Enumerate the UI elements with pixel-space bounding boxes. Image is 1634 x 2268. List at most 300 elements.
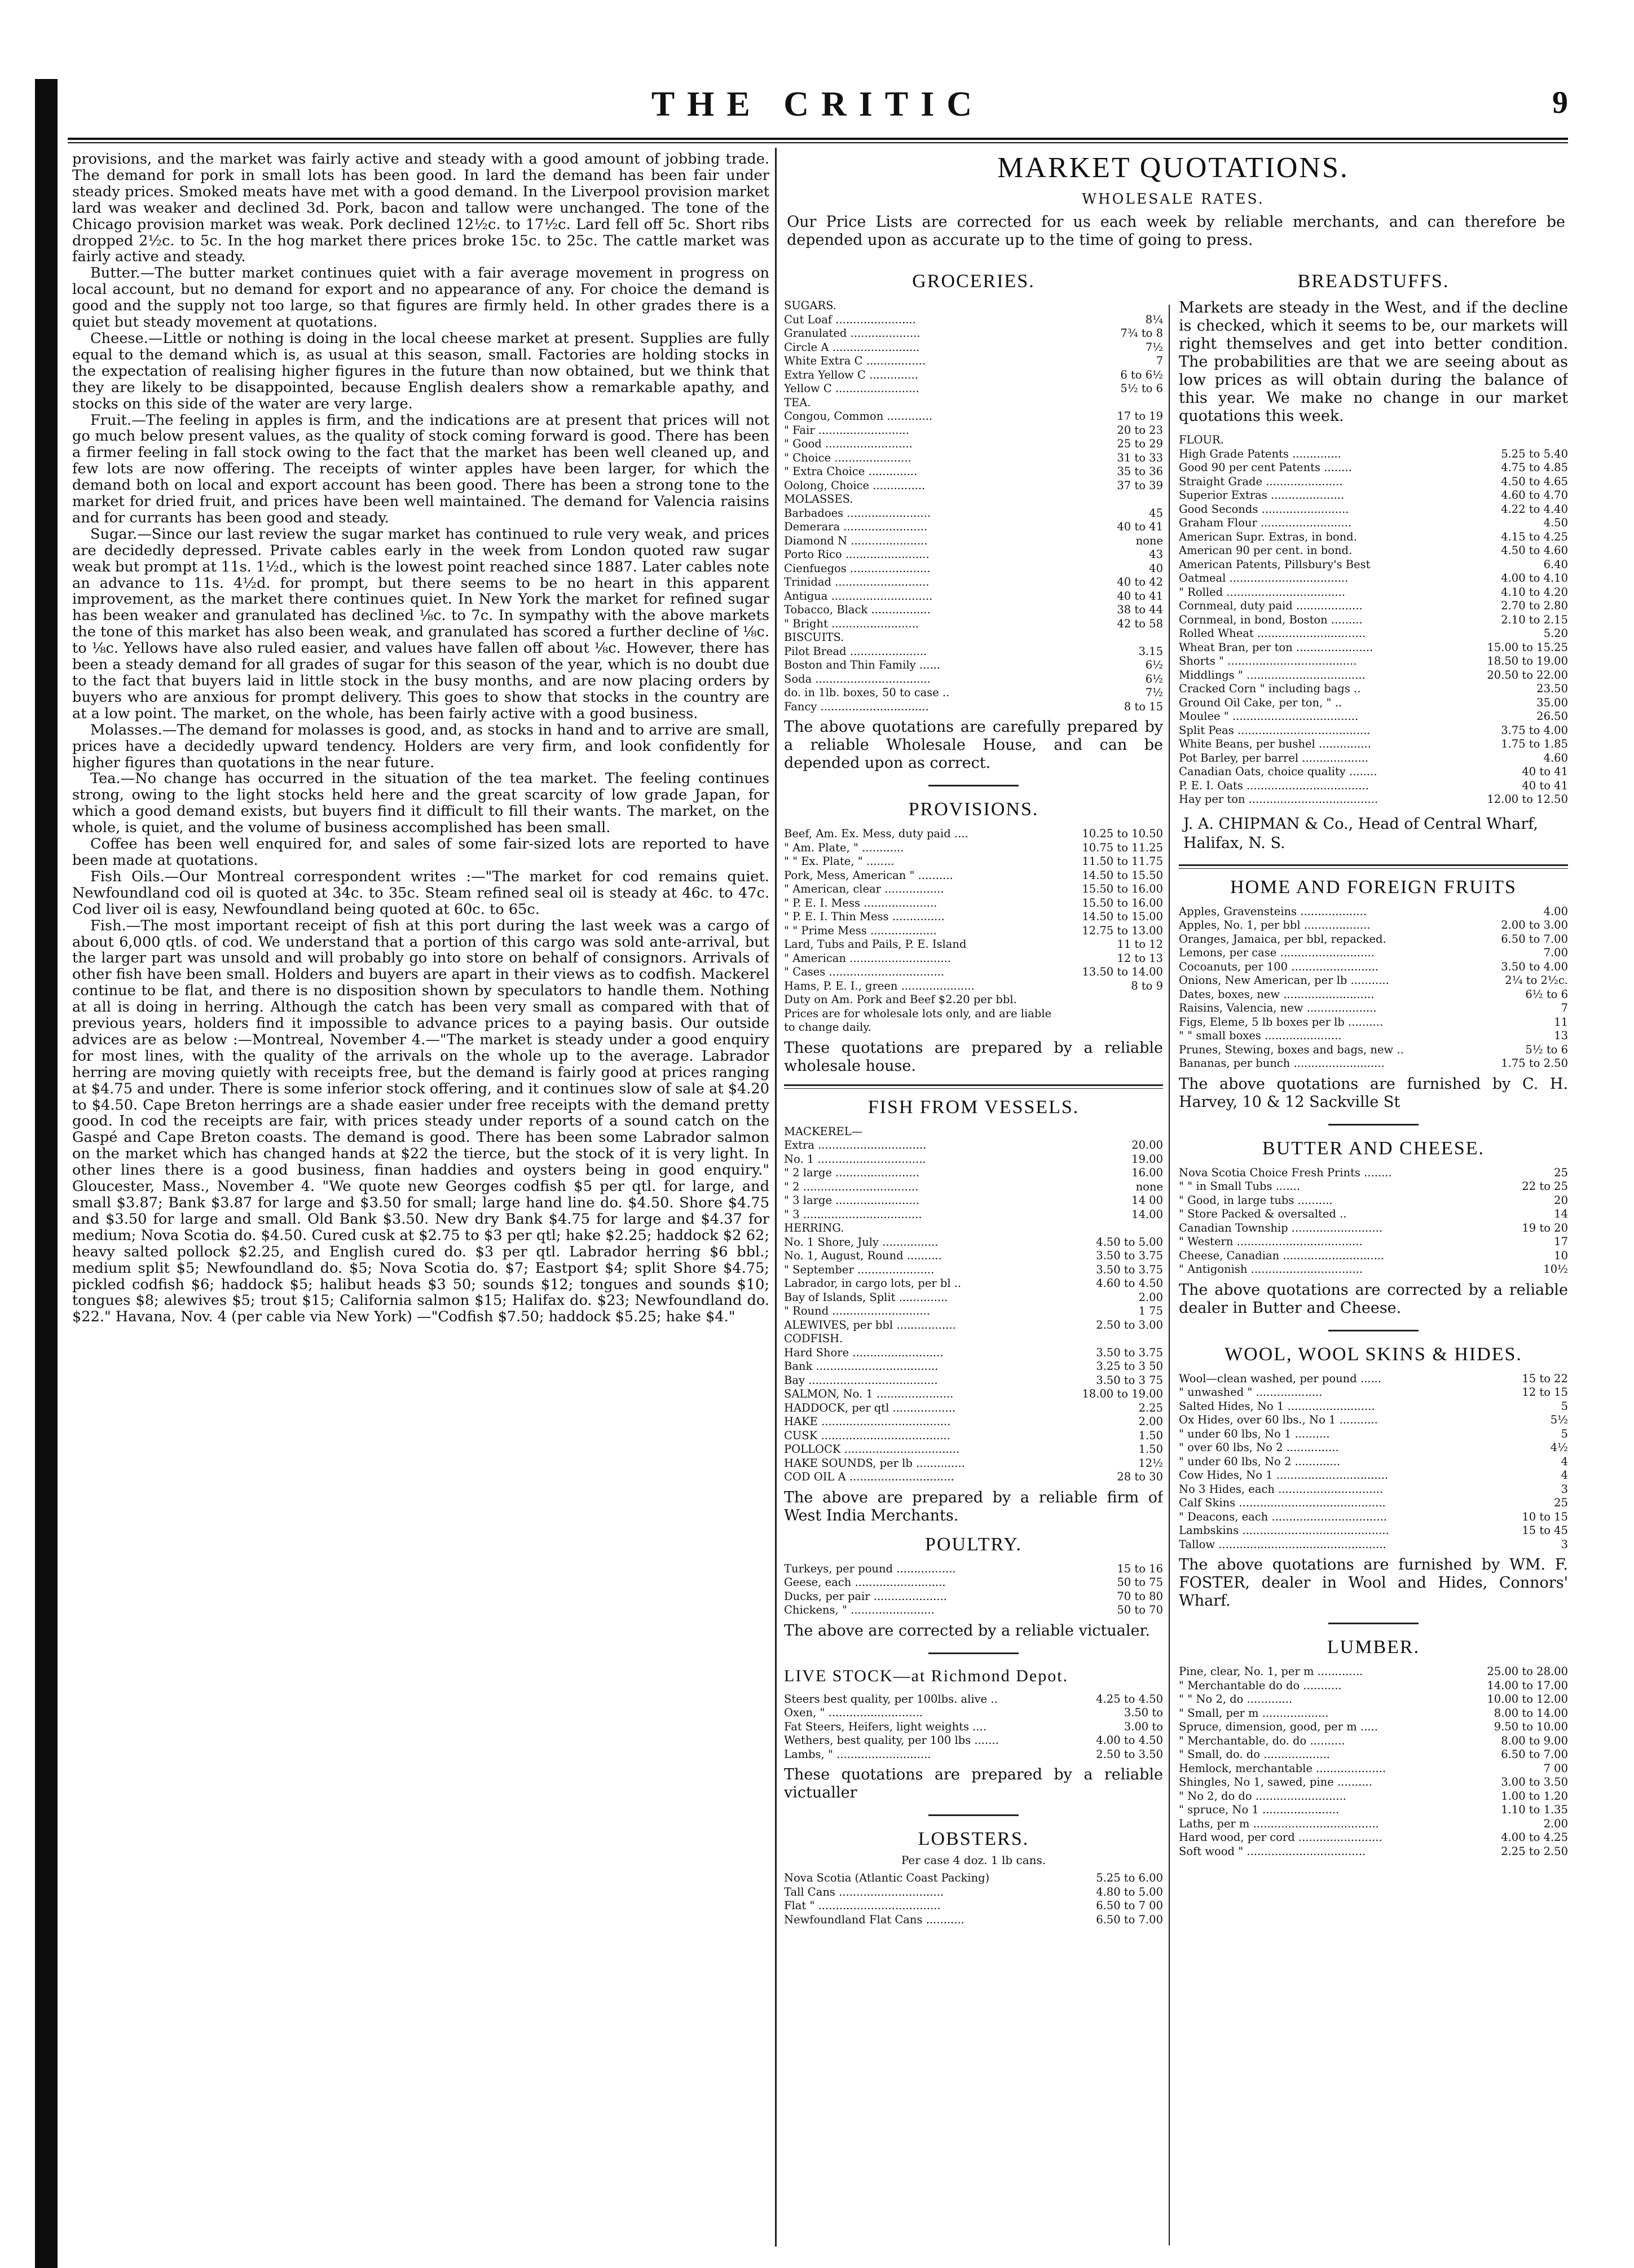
price-item-value: 6.50 to 7.00 bbox=[1501, 1748, 1568, 1761]
price-row bbox=[1179, 1693, 1568, 1707]
price-row bbox=[784, 1429, 1163, 1443]
price-item-value: 38 to 44 bbox=[1117, 603, 1163, 616]
price-item-value: 2.70 to 2.80 bbox=[1501, 599, 1568, 612]
livestock-table bbox=[784, 1693, 1163, 1762]
price-item-value: 1.50 bbox=[1138, 1443, 1163, 1456]
price-row bbox=[1179, 1510, 1568, 1524]
price-item-value: 11 to 12 bbox=[1117, 938, 1163, 951]
price-item-name: Flat " ................................... bbox=[784, 1899, 941, 1912]
price-item-value: 43 bbox=[1149, 548, 1163, 561]
price-row bbox=[784, 1304, 1163, 1318]
price-item-value: 15.50 to 16.00 bbox=[1082, 896, 1163, 909]
price-row bbox=[784, 327, 1163, 341]
price-item-value bbox=[1159, 1007, 1163, 1021]
price-item-value: 9.50 to 10.00 bbox=[1494, 1720, 1568, 1733]
price-item-value: 3.75 to 4.00 bbox=[1501, 723, 1568, 737]
price-item-value: 14 00 bbox=[1131, 1194, 1163, 1207]
price-item-value: none bbox=[1135, 1180, 1163, 1193]
section-separator bbox=[928, 1652, 1019, 1654]
fish-note: The above are prepared by a reliable firm of West India Merchants. bbox=[784, 1488, 1163, 1524]
section-separator bbox=[1328, 1623, 1419, 1624]
price-item-value: 6.50 to 7.00 bbox=[1096, 1913, 1163, 1926]
price-item-name: Tallow ................................................ bbox=[1179, 1537, 1386, 1551]
price-item-name: Fancy ............................... bbox=[784, 700, 929, 713]
price-item-name: Moulee " .................................... bbox=[1179, 710, 1359, 723]
lumber-table bbox=[1179, 1665, 1568, 1858]
price-item-value: 17 to 19 bbox=[1117, 410, 1163, 423]
price-row bbox=[784, 1180, 1163, 1194]
price-item-name: " P. E. I. Mess ..................... bbox=[784, 896, 937, 909]
price-item-name: Extra ............................... bbox=[784, 1139, 927, 1151]
price-item-value: 4.00 to 4.10 bbox=[1501, 572, 1568, 584]
price-row bbox=[784, 1332, 1163, 1346]
lobsters-title: LOBSTERS. bbox=[918, 1829, 1029, 1849]
price-row bbox=[784, 1590, 1163, 1604]
price-row bbox=[1179, 1413, 1568, 1427]
wool-table bbox=[1179, 1372, 1568, 1552]
price-row bbox=[784, 451, 1163, 465]
price-item-name: CUSK ..................................... bbox=[784, 1429, 950, 1442]
poultry-table bbox=[784, 1562, 1163, 1618]
price-item-name: SALMON, No. 1 ...................... bbox=[784, 1387, 954, 1400]
price-row bbox=[784, 313, 1163, 327]
price-row bbox=[1179, 1263, 1568, 1277]
market-quotations-subtitle: WHOLESALE RATES. bbox=[1082, 191, 1265, 207]
price-item-value: 5.25 to 5.40 bbox=[1501, 447, 1568, 460]
price-item-name: " Small, per m ................... bbox=[1179, 1706, 1329, 1720]
section-separator bbox=[928, 785, 1019, 786]
price-row bbox=[784, 686, 1163, 700]
price-item-value: 4.50 to 4.60 bbox=[1501, 544, 1568, 557]
poultry-title: POULTRY. bbox=[925, 1533, 1022, 1555]
price-item-value: 4.22 to 4.40 bbox=[1501, 502, 1568, 516]
price-item-value: 4.60 bbox=[1543, 751, 1568, 764]
price-row bbox=[784, 562, 1163, 576]
price-item-name: Wool—clean washed, per pound ...... bbox=[1179, 1372, 1382, 1385]
price-row bbox=[784, 575, 1163, 590]
price-item-value: 35.00 bbox=[1536, 696, 1568, 709]
price-row bbox=[1179, 1043, 1568, 1057]
price-row bbox=[1179, 988, 1568, 1002]
price-row bbox=[784, 673, 1163, 687]
price-item-name: Onions, New American, per lb ........... bbox=[1179, 974, 1389, 987]
price-item-name: Diamond N ...................... bbox=[784, 534, 928, 547]
price-item-value: 20 to 23 bbox=[1117, 423, 1163, 437]
price-item-name: Cracked Corn " including bags .. bbox=[1179, 682, 1361, 695]
price-row bbox=[784, 645, 1163, 659]
price-item-value: 11.50 to 11.75 bbox=[1082, 855, 1163, 868]
price-item-value: 4.60 to 4.70 bbox=[1501, 489, 1568, 502]
price-item-name: " September ...................... bbox=[784, 1263, 935, 1276]
price-row bbox=[1179, 544, 1568, 558]
price-row bbox=[1179, 489, 1568, 503]
price-item-value: 40 to 41 bbox=[1117, 589, 1163, 603]
price-row bbox=[1179, 654, 1568, 669]
price-row bbox=[1179, 1180, 1568, 1194]
price-item-name: No. 1 ............................... bbox=[784, 1152, 926, 1166]
price-item-name: " Small, do. do ................... bbox=[1179, 1748, 1330, 1761]
price-row bbox=[784, 841, 1163, 855]
price-item-value: 4.15 to 4.25 bbox=[1501, 530, 1568, 543]
price-item-value: 4.00 bbox=[1543, 904, 1568, 918]
price-row bbox=[784, 882, 1163, 896]
price-item-name: Soda ................................. bbox=[784, 672, 931, 685]
price-row bbox=[1179, 1734, 1568, 1748]
price-item-value: 15 to 16 bbox=[1117, 1562, 1163, 1575]
price-item-name: MACKEREL— bbox=[784, 1124, 863, 1138]
price-item-name: to change daily. bbox=[784, 1021, 871, 1034]
price-item-value: 3.50 to bbox=[1124, 1706, 1163, 1719]
price-item-value: 5.25 to 6.00 bbox=[1096, 1871, 1163, 1884]
price-item-name: POLLOCK ................................. bbox=[784, 1443, 960, 1456]
price-item-name: Nova Scotia (Atlantic Coast Packing) bbox=[784, 1871, 990, 1884]
price-item-value: 18.50 to 19.00 bbox=[1487, 654, 1568, 667]
price-row bbox=[1179, 558, 1568, 572]
price-item-value: 11 bbox=[1554, 1015, 1568, 1028]
report-paragraph: Fish.—The most important receipt of fish at this port during the last week was a cargo of about 6,000 qtls. of cod. We understand that a portion of this cargo was sold ante-arrival, but the larger part was unsold and will probably go into store on behalf of consignors. Arrivals of other fish have been small. Holders and buyers are apart in their views as to codfish. Mackerel continue to be flat, and there is no disposition shown by speculators to handle them. Nothing at all is doing in herring. Although the catch has been very small as compared with that of previous years, holders find it impossible to advance prices to a paying basis. Our outside advices are as below :—Montreal, November 4.—"The market is steady under a good enquiry for most lines, with the quality of the arrivals on the whole up to the average. Labrador herring are moving quietly with receipts free, but the demand is fairly good at prices ranging at $4.75 and under. There is some inferior stock offering, and it continues slow of sale at $4.20 to $4.50. Cape Breton herrings are a shade easier under free receipts with the demand pretty good. In cod the receipts are fair, with prices steady under reports of a sound catch on the Gaspé and Cape Breton coasts. The demand is good. There has been some Labrador salmon on the market which has changed hands at $22 the tierce, but the stock of it is very light. In other lines there is a good business, finan haddies and oysters being in good enquiry." Gloucester, Mass., November 4. "We quote new Georges codfish $5 per qtl. for large, and small $3.87; Bank $3.87 for large and $3.50 for small; large hand line do. $4.50. Shore $4.75 and $3.50 for large and small. Old Bank $3.50. New dry Bank $4.75 for large and $4.37 for medium; Nova Scotia do. $4.50. Cured cusk at $2.75 to $3 per qtl; hake $2.25; haddock $2 62; heavy salted pollock $2.25, and English cured do. $3 per qtl. Labrador herring $6 bbl.; medium split $5; Newfoundland do. $5; Nova Scotia do. $7; Eastport $4; split Shore $4.75; pickled codfish $6; haddock $5; halibut heads $3 50; sounds $12; tongues and sounds $10; tongues $8; alewives $5; trout $15; California salmon $15; Halifax do. $23; Newfoundland do. $22." Havana, Nov. 4 (per cable via New York) —"Codfish $7.50; haddock $5.25; hake $4." bbox=[72, 917, 769, 1326]
price-row bbox=[784, 952, 1163, 966]
price-item-value: 12.75 to 13.00 bbox=[1082, 924, 1163, 937]
price-item-value: 37 to 39 bbox=[1117, 478, 1163, 492]
report-paragraph: Butter.—The butter market continues quiet with a fair average movement in progress on local account, but no demand for export and no appearance of any. For choice the demand is good and the supply not too large, so that figures are firmly held. In other grades there is a quiet but steady movement at quotations. bbox=[72, 265, 769, 331]
price-item-value: 31 to 33 bbox=[1117, 451, 1163, 464]
price-row bbox=[784, 1470, 1163, 1484]
price-row bbox=[784, 1913, 1163, 1927]
price-item-value: 3.00 to bbox=[1124, 1720, 1163, 1733]
price-item-name: White Extra C ................. bbox=[784, 354, 926, 367]
price-item-name: " " in Small Tubs ....... bbox=[1179, 1180, 1301, 1193]
price-row bbox=[784, 1360, 1163, 1374]
price-item-name: Good 90 per cent Patents ........ bbox=[1179, 461, 1352, 474]
price-item-value: 12 to 15 bbox=[1522, 1386, 1568, 1399]
price-item-value: 4.50 to 4.65 bbox=[1501, 474, 1568, 488]
provisions-note: These quotations are prepared by a reliable wholesale house. bbox=[784, 1039, 1163, 1075]
price-row bbox=[1179, 1372, 1568, 1386]
price-row bbox=[784, 410, 1163, 424]
price-row bbox=[1179, 572, 1568, 586]
price-item-value: 8.00 to 14.00 bbox=[1494, 1706, 1568, 1720]
price-row bbox=[784, 465, 1163, 479]
price-row bbox=[1179, 1679, 1568, 1693]
price-item-value bbox=[1159, 993, 1163, 1007]
price-item-value: 7½ bbox=[1145, 340, 1163, 354]
price-item-value: 4.80 to 5.00 bbox=[1096, 1885, 1163, 1898]
page-number: 9 bbox=[1552, 85, 1568, 120]
price-item-name: Oolong, Choice ............... bbox=[784, 478, 926, 492]
price-item-value: 19 to 20 bbox=[1522, 1221, 1568, 1234]
price-item-value: 10.00 to 12.00 bbox=[1487, 1693, 1568, 1706]
lobsters-table bbox=[784, 1871, 1163, 1927]
price-item-value bbox=[1159, 299, 1163, 313]
price-item-name: " under 60 lbs, No 1 .......... bbox=[1179, 1427, 1330, 1440]
price-row bbox=[784, 938, 1163, 952]
wool-note: The above quotations are furnished by WM. F. FOSTER, dealer in Wool and Hides, Connors' Wharf. bbox=[1179, 1556, 1568, 1610]
fruits-title: HOME AND FOREIGN FRUITS bbox=[1230, 876, 1517, 898]
price-item-name: Yellow C ........................ bbox=[784, 382, 919, 395]
price-item-value: 2.50 to 3.00 bbox=[1096, 1318, 1163, 1331]
price-item-value: 15.50 to 16.00 bbox=[1082, 882, 1163, 895]
price-item-name: " Store Packed & oversalted .. bbox=[1179, 1207, 1347, 1220]
price-item-value: 4.50 to 5.00 bbox=[1096, 1235, 1163, 1249]
price-item-name: Prunes, Stewing, boxes and bags, new .. bbox=[1179, 1043, 1404, 1056]
price-row bbox=[784, 1443, 1163, 1457]
price-item-value: 45 bbox=[1149, 506, 1163, 520]
price-item-name: White Beans, per bushel ............... bbox=[1179, 737, 1371, 750]
price-item-name: Bananas, per bunch .......................... bbox=[1179, 1057, 1385, 1070]
price-row bbox=[784, 507, 1163, 521]
price-row bbox=[784, 1871, 1163, 1885]
price-item-name: Bay ..................................... bbox=[784, 1373, 938, 1387]
price-item-name: " American ............................. bbox=[784, 951, 951, 965]
price-row bbox=[1179, 779, 1568, 793]
price-item-name: Cow Hides, No 1 ................................ bbox=[1179, 1469, 1389, 1482]
price-item-value: 4.50 bbox=[1543, 516, 1568, 529]
price-item-name: Oatmeal .................................. bbox=[1179, 572, 1349, 584]
price-item-value: 4.25 to 4.50 bbox=[1096, 1692, 1163, 1706]
price-row bbox=[1179, 933, 1568, 947]
price-item-name: HADDOCK, per qtl .................. bbox=[784, 1401, 956, 1414]
price-item-value: 22 to 25 bbox=[1522, 1180, 1568, 1193]
price-item-value: 2¼ to 2½c. bbox=[1505, 974, 1568, 987]
price-item-value: 3.15 bbox=[1138, 644, 1163, 658]
price-item-name: Nova Scotia Choice Fresh Prints ........ bbox=[1179, 1166, 1392, 1179]
price-item-value: 13 bbox=[1554, 1029, 1568, 1042]
price-item-name: " Good ......................... bbox=[784, 437, 913, 450]
price-item-value: 25 bbox=[1554, 1166, 1568, 1179]
price-row bbox=[1179, 1400, 1568, 1414]
price-item-value: 2.00 bbox=[1138, 1290, 1163, 1304]
price-row bbox=[784, 1457, 1163, 1471]
price-row bbox=[784, 1576, 1163, 1590]
groceries-table bbox=[784, 299, 1163, 714]
price-item-value: 7 bbox=[1561, 1001, 1568, 1014]
price-row bbox=[784, 631, 1163, 645]
price-item-value: 28 to 30 bbox=[1117, 1470, 1163, 1483]
price-item-name: Fat Steers, Heifers, light weights .... bbox=[784, 1720, 987, 1733]
price-item-value: 7 bbox=[1156, 354, 1163, 367]
price-row bbox=[1179, 1707, 1568, 1721]
fruits-table bbox=[1179, 905, 1568, 1071]
quotations-middle-column bbox=[784, 271, 1163, 2240]
price-item-value: 1.10 to 1.35 bbox=[1501, 1803, 1568, 1816]
price-row bbox=[1179, 1001, 1568, 1016]
price-item-name: Lambs, " ........................... bbox=[784, 1747, 931, 1761]
price-item-name: Raisins, Valencia, new .................... bbox=[1179, 1001, 1377, 1014]
price-row bbox=[784, 382, 1163, 396]
price-item-name: Geese, each .......................... bbox=[784, 1576, 946, 1589]
price-item-name: Granulated .................... bbox=[784, 327, 920, 340]
price-item-value: 4.00 to 4.25 bbox=[1501, 1831, 1568, 1844]
price-row bbox=[1179, 627, 1568, 641]
price-item-value bbox=[1563, 433, 1568, 447]
groceries-title: GROCERIES. bbox=[912, 271, 1035, 292]
price-item-name: " No 2, do do .......................... bbox=[1179, 1789, 1346, 1803]
price-item-value: 14 bbox=[1554, 1207, 1568, 1220]
price-item-value: 35 to 36 bbox=[1117, 465, 1163, 478]
price-row bbox=[1179, 1748, 1568, 1762]
price-item-value: 2.25 to 2.50 bbox=[1501, 1844, 1568, 1858]
price-row bbox=[784, 979, 1163, 994]
fish-title: FISH FROM VESSELS. bbox=[867, 1096, 1080, 1118]
price-row bbox=[784, 1415, 1163, 1429]
price-item-name: Superior Extras ..................... bbox=[1179, 489, 1345, 502]
price-row bbox=[1179, 737, 1568, 751]
price-item-value: 6 to 6½ bbox=[1120, 368, 1163, 381]
price-item-name: P. E. I. Oats ................................... bbox=[1179, 779, 1369, 792]
price-row bbox=[784, 1277, 1163, 1291]
section-separator bbox=[784, 1084, 1163, 1089]
price-item-name: " Antigonish ................................ bbox=[1179, 1263, 1363, 1276]
price-row bbox=[784, 341, 1163, 355]
price-item-name: Prices are for wholesale lots only, and are liable bbox=[784, 1006, 1052, 1020]
report-paragraph: Sugar.—Since our last review the sugar market has continued to rule very weak, and prices are decidedly depressed. Private cables early in the week from London quoted raw sugar weak but prompt at 11s. 1½d., which is the lowest point reached since 1887. Later cables note an advance to 11s. 4½d. for prompt, but there seems to be no heart in this apparent improvement, as the market there continues quiet. In New York the market for refined sugar has been weaker and granulated has declined ⅛c. to 7c. In sympathy with the above markets the tone of this market has also been weak, and granulated has scored a further decline of ⅛c. to ⅛c. Yellows have also ruled easier, and values have fallen off about ⅛c. However, there has been a steady demand for all grades of sugar for this season of the year, which is no doubt due to the fact that buyers laid in little stock in the busy months, and are now placing orders by buyers who are anxious for prompt delivery. This goes to show that stocks in the country are at a low point. The market, on the whole, has been fairly active with a good business. bbox=[72, 525, 769, 722]
price-item-name: " spruce, No 1 ...................... bbox=[1179, 1803, 1340, 1816]
price-row bbox=[784, 1374, 1163, 1388]
price-item-name: Duty on Am. Pork and Beef $2.20 per bbl. bbox=[784, 993, 1017, 1006]
price-item-value: 5½ to 6 bbox=[1120, 382, 1163, 395]
price-row bbox=[784, 479, 1163, 493]
price-row bbox=[784, 1263, 1163, 1277]
poultry-note: The above are corrected by a reliable victualer. bbox=[784, 1621, 1150, 1640]
fruits-note: The above quotations are furnished by C. H. Harvey, 10 & 12 Sackville St bbox=[1179, 1075, 1568, 1111]
price-row bbox=[784, 396, 1163, 410]
price-item-name: Barbadoes ........................ bbox=[784, 506, 931, 520]
report-paragraph: Coffee has been well enquired for, and sales of some fair-sized lots are reported to have been made at quotations. bbox=[72, 836, 769, 869]
price-item-name: Straight Grade ...................... bbox=[1179, 474, 1343, 488]
price-item-name: HAKE ..................................... bbox=[784, 1415, 951, 1428]
report-paragraph: Fish Oils.—Our Montreal correspondent writes :—"The market for cod remains quiet. Newfoundland cod oil is quoted at 34c. to 35c. Steam refined seal oil is steady at 46c. to 47c. Cod liver oil is easy, Newfoundland being quoted at 60c. to 65c. bbox=[72, 868, 769, 918]
price-item-value: 8.00 to 9.00 bbox=[1501, 1734, 1568, 1747]
price-row bbox=[1179, 1845, 1568, 1859]
price-item-name: " Choice ...................... bbox=[784, 451, 911, 464]
price-item-name: Hemlock, merchantable .................... bbox=[1179, 1761, 1386, 1775]
price-row bbox=[1179, 503, 1568, 517]
price-row bbox=[784, 700, 1163, 714]
report-paragraph: Cheese.—Little or nothing is doing in the local cheese market at present. Supplies are fully equal to the demand which is, as usual at this season, small. Factories are holding stocks in the expectation of realising higher figures in the future than now obtained, but we think that they are likely to be disappointed, because English dealers show a remarkable apathy, and stocks on this side of the water are very large. bbox=[72, 329, 769, 412]
price-item-name: Canadian Township .......................... bbox=[1179, 1221, 1382, 1234]
breadstuffs-paragraph: Markets are steady in the West, and if the decline is checked, which it seems to be, our markets will right themselves and get into better condition. The probabilities are that we are seeing about as low prices as will obtain during the balance of this year. We make no change in our market quotations this week. bbox=[1179, 299, 1568, 425]
price-row bbox=[784, 924, 1163, 938]
price-row bbox=[784, 1748, 1163, 1762]
price-item-value: 4 bbox=[1561, 1469, 1568, 1482]
price-row bbox=[1179, 641, 1568, 655]
price-item-value: 1.75 to 1.85 bbox=[1501, 737, 1568, 750]
price-item-name: Demerara ........................ bbox=[784, 520, 928, 533]
price-item-name: BISCUITS. bbox=[784, 631, 844, 644]
price-row bbox=[784, 1603, 1163, 1618]
price-item-value: 8 to 15 bbox=[1124, 700, 1163, 713]
price-item-name: Good Seconds ......................... bbox=[1179, 502, 1349, 516]
price-row bbox=[784, 1166, 1163, 1180]
price-item-value: 4.75 to 4.85 bbox=[1501, 461, 1568, 474]
price-row bbox=[784, 1139, 1163, 1153]
price-row bbox=[1179, 599, 1568, 613]
price-item-value: 10.75 to 11.25 bbox=[1082, 841, 1163, 854]
price-item-name: " Extra Choice .............. bbox=[784, 465, 918, 478]
price-item-name: " 3 .................................. bbox=[784, 1207, 922, 1221]
price-row bbox=[1179, 1720, 1568, 1734]
price-row bbox=[784, 827, 1163, 841]
price-row bbox=[784, 1706, 1163, 1720]
price-row bbox=[784, 1318, 1163, 1333]
report-paragraph: Fruit.—The feeling in apples is firm, and the indications are at present that prices will not go much below present values, as the quality of stock coming forward is good. There has been a firmer feeling in fall stock owing to the fact that the market has been well cleaned up, and few lots are now offering. The receipts of winter apples have been larger, for which the demand both on local and export account has been good. There has been a strong tone to the market for dried fruit, and prices have been well maintained. The demand for Valencia raisins and for currants has been good and steady. bbox=[72, 411, 769, 526]
price-item-name: No. 1, August, Round .......... bbox=[784, 1249, 942, 1262]
price-item-name: Pilot Bread ...................... bbox=[784, 644, 927, 658]
price-item-name: Antigua ............................. bbox=[784, 589, 933, 603]
price-item-value: 6½ bbox=[1145, 672, 1163, 685]
column-divider bbox=[1169, 305, 1170, 2245]
price-row bbox=[784, 1249, 1163, 1263]
price-item-name: Lambskins .......................................... bbox=[1179, 1524, 1389, 1537]
price-item-name: Wethers, best quality, per 100 lbs ....... bbox=[784, 1734, 999, 1747]
price-item-value: 2.00 bbox=[1543, 1817, 1568, 1830]
price-row bbox=[784, 520, 1163, 534]
price-row bbox=[784, 1562, 1163, 1576]
price-item-name: Trinidad ........................... bbox=[784, 575, 930, 588]
price-row bbox=[1179, 918, 1568, 933]
lobsters-subtitle: Per case 4 doz. 1 lb cans. bbox=[901, 1853, 1046, 1867]
price-item-name: " American, clear ................. bbox=[784, 882, 944, 895]
price-item-name: Bay of Islands, Split .............. bbox=[784, 1290, 948, 1304]
price-item-name: HAKE SOUNDS, per lb .............. bbox=[784, 1456, 965, 1470]
price-item-value: 3.50 to 3.75 bbox=[1096, 1249, 1163, 1262]
price-item-name: Rolled Wheat ............................... bbox=[1179, 627, 1366, 640]
price-item-value: 10½ bbox=[1543, 1263, 1568, 1276]
price-item-name: Tall Cans .............................. bbox=[784, 1885, 944, 1898]
price-item-value: 5 bbox=[1561, 1399, 1568, 1413]
butter-title: BUTTER AND CHEESE. bbox=[1262, 1137, 1485, 1159]
price-item-name: Hay per ton ..................................... bbox=[1179, 793, 1378, 806]
price-item-name: Labrador, in cargo lots, per bl .. bbox=[784, 1277, 962, 1290]
price-item-name: Turkeys, per pound ................. bbox=[784, 1562, 956, 1575]
price-item-name: " " small boxes ...................... bbox=[1179, 1029, 1342, 1042]
price-item-value: 5.20 bbox=[1543, 627, 1568, 640]
price-item-name: Hard Shore .......................... bbox=[784, 1346, 944, 1359]
price-item-name: Ducks, per pair ..................... bbox=[784, 1589, 947, 1603]
price-item-value: 17 bbox=[1554, 1235, 1568, 1248]
price-row bbox=[784, 1236, 1163, 1250]
price-item-name: Cornmeal, duty paid ................... bbox=[1179, 599, 1363, 612]
price-row bbox=[1179, 461, 1568, 475]
price-item-value: 20.00 bbox=[1131, 1139, 1163, 1151]
price-item-name: do. in 1lb. boxes, 50 to case .. bbox=[784, 686, 950, 699]
price-row bbox=[784, 855, 1163, 869]
price-item-name: " 2 ................................. bbox=[784, 1180, 919, 1193]
price-row bbox=[784, 1021, 1163, 1035]
price-row bbox=[1179, 1665, 1568, 1679]
price-row bbox=[784, 910, 1163, 924]
breadstuffs-table bbox=[1179, 433, 1568, 807]
price-item-name: " Good, in large tubs .......... bbox=[1179, 1193, 1333, 1207]
price-item-value: 14.50 to 15.00 bbox=[1082, 910, 1163, 923]
price-item-name: Porto Rico ........................ bbox=[784, 548, 930, 561]
price-row bbox=[784, 354, 1163, 368]
price-item-name: Ox Hides, over 60 lbs., No 1 ........... bbox=[1179, 1413, 1378, 1426]
price-item-value: 1.00 to 1.20 bbox=[1501, 1789, 1568, 1803]
price-item-value: 6.50 to 7 00 bbox=[1096, 1899, 1163, 1912]
price-row bbox=[784, 1125, 1163, 1139]
price-item-name: Lard, Tubs and Pails, P. E. Island bbox=[784, 938, 967, 951]
price-row bbox=[1179, 974, 1568, 988]
price-item-name: Split Peas ...................................... bbox=[1179, 723, 1371, 737]
price-item-value: 1.75 to 2.50 bbox=[1501, 1057, 1568, 1070]
price-item-name: " " Ex. Plate, " ........ bbox=[784, 855, 895, 868]
price-item-value: 12 to 13 bbox=[1117, 951, 1163, 965]
price-row bbox=[1179, 530, 1568, 544]
price-item-value: 3.00 to 3.50 bbox=[1501, 1775, 1568, 1788]
price-row bbox=[1179, 905, 1568, 919]
wool-title: WOOL, WOOL SKINS & HIDES. bbox=[1225, 1343, 1522, 1365]
